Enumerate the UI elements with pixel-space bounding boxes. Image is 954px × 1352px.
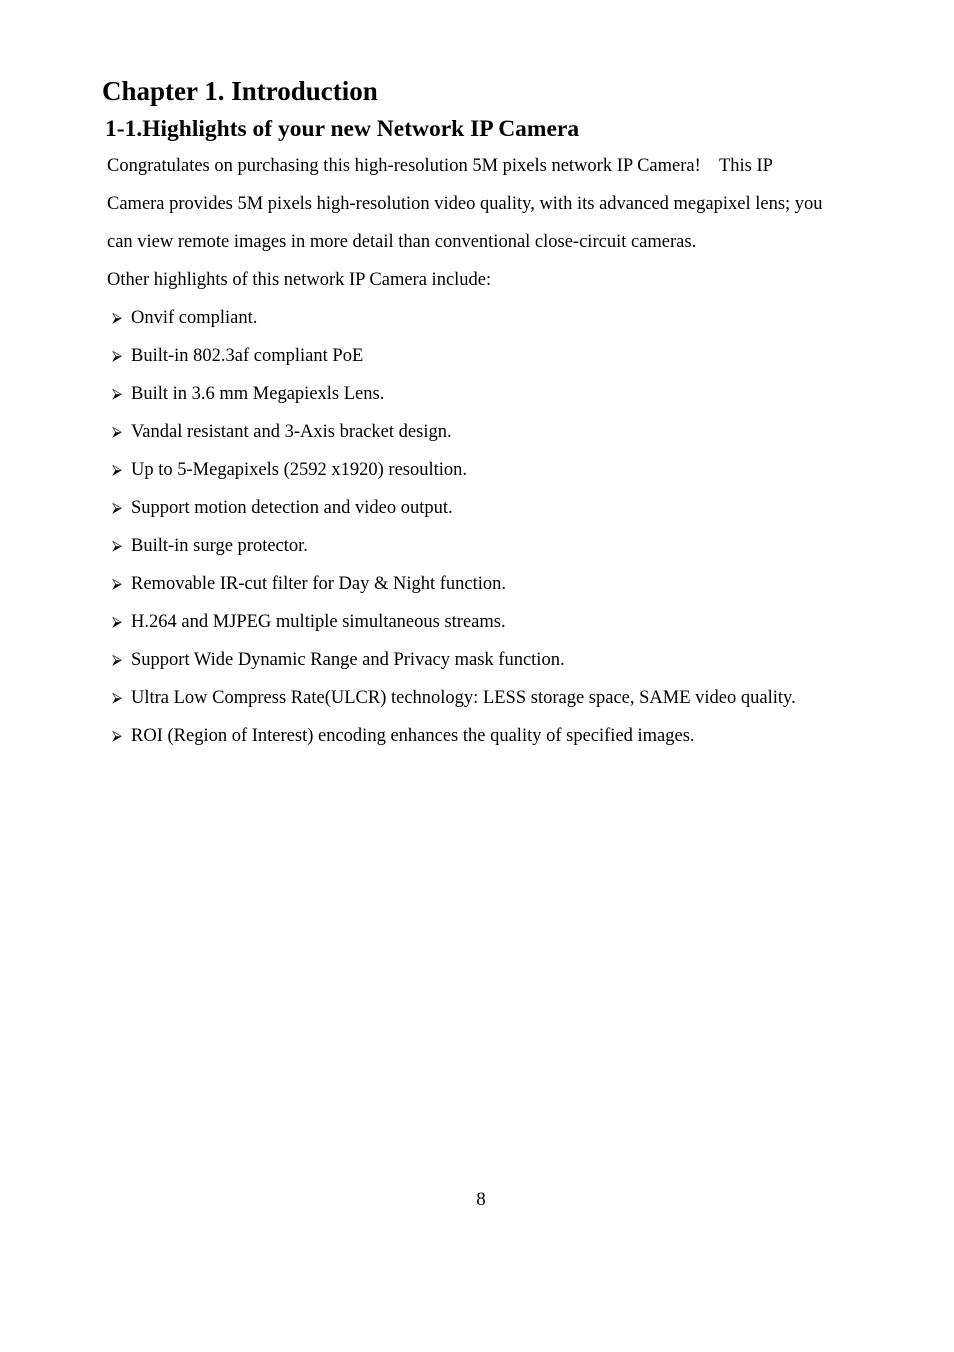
list-item-text: Up to 5-Megapixels (2592 x1920) resoultion. (131, 460, 468, 480)
arrowhead-bullet-icon: ⮚ (112, 614, 122, 630)
arrowhead-bullet-icon: ⮚ (112, 424, 122, 440)
list-item-text: Vandal resistant and 3-Axis bracket design. (131, 422, 452, 442)
list-item (112, 413, 796, 451)
arrowhead-bullet-icon: ⮚ (112, 576, 122, 592)
arrowhead-bullet-icon: ⮚ (112, 652, 122, 668)
list-item-text: Support motion detection and video output. (131, 498, 453, 518)
chapter-title: Chapter 1. Introduction (102, 76, 378, 106)
list-item (112, 527, 796, 565)
list-item-text: Built in 3.6 mm Megapiexls Lens. (131, 384, 385, 404)
list-item (112, 603, 796, 641)
arrowhead-bullet-icon: ⮚ (112, 728, 122, 744)
list-item (112, 717, 796, 755)
arrowhead-bullet-icon: ⮚ (112, 500, 122, 516)
list-item-text: Support Wide Dynamic Range and Privacy mask function. (131, 650, 565, 670)
arrowhead-bullet-icon: ⮚ (112, 462, 122, 478)
list-item (112, 565, 796, 603)
list-item (112, 299, 796, 337)
list-item-text: Ultra Low Compress Rate(ULCR) technology: LESS storage space, SAME video quality. (131, 688, 796, 708)
intro-line: Congratulates on purchasing this high-resolution 5M pixels network IP Camera! This IP (107, 156, 773, 176)
list-item-text: H.264 and MJPEG multiple simultaneous streams. (131, 612, 506, 632)
list-item (112, 489, 796, 527)
highlights-list (112, 299, 796, 755)
arrowhead-bullet-icon: ⮚ (112, 386, 122, 402)
list-item-text: Onvif compliant. (131, 308, 258, 328)
list-item-text: Built-in 802.3af compliant PoE (131, 346, 364, 366)
arrowhead-bullet-icon: ⮚ (112, 690, 122, 706)
list-item (112, 375, 796, 413)
page-number: 8 (476, 1189, 486, 1210)
intro-paragraph (107, 147, 867, 261)
arrowhead-bullet-icon: ⮚ (112, 310, 122, 326)
list-item-text: Removable IR-cut filter for Day & Night function. (131, 574, 507, 594)
list-item-text: Built-in surge protector. (131, 536, 308, 556)
list-item (112, 451, 796, 489)
list-item (112, 641, 796, 679)
list-item (112, 337, 796, 375)
list-item-text: ROI (Region of Interest) encoding enhances the quality of specified images. (131, 726, 695, 746)
highlights-intro: Other highlights of this network IP Camera include: (107, 270, 492, 290)
arrowhead-bullet-icon: ⮚ (112, 538, 122, 554)
intro-line: can view remote images in more detail than conventional close-circuit cameras. (107, 232, 697, 252)
section-title: 1-1.Highlights of your new Network IP Camera (105, 116, 580, 142)
intro-line: Camera provides 5M pixels high-resolution video quality, with its advanced megapixel lens; you (107, 194, 823, 214)
list-item (112, 679, 796, 717)
arrowhead-bullet-icon: ⮚ (112, 348, 122, 364)
